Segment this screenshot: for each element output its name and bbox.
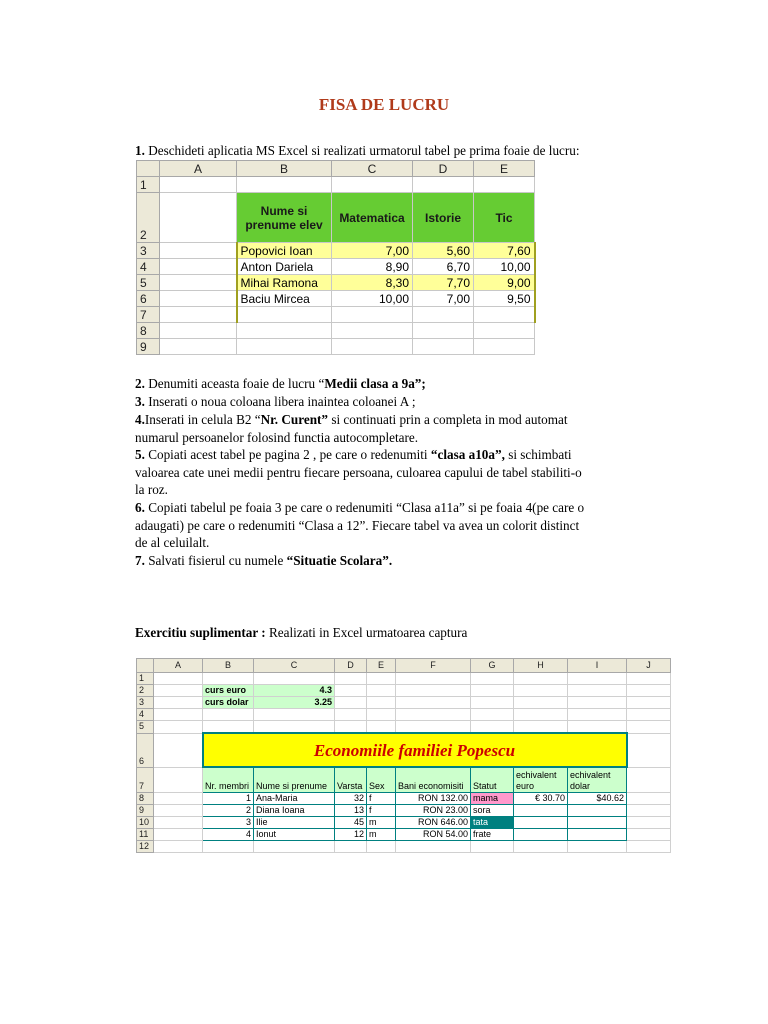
cell[interactable] — [514, 721, 568, 734]
sheet-row — [137, 709, 671, 721]
cell[interactable] — [627, 829, 671, 841]
cell[interactable] — [203, 841, 254, 853]
sheet-row — [137, 323, 535, 339]
cell[interactable] — [367, 697, 396, 709]
cell[interactable] — [514, 805, 568, 817]
cell[interactable]: € 30.70 — [514, 793, 568, 805]
cell[interactable]: sora — [471, 805, 514, 817]
banner-title[interactable]: Economiile familiei Popescu — [203, 733, 627, 767]
sheet-row — [137, 177, 535, 193]
step-number: 1. — [135, 143, 145, 158]
header-cell[interactable]: Nume si prenume elev — [237, 193, 332, 243]
cell[interactable] — [367, 709, 396, 721]
step-number: 7. — [135, 553, 145, 568]
header-dolar[interactable]: echivalent dolar — [568, 767, 627, 793]
cell[interactable]: 6,70 — [413, 259, 474, 275]
cell[interactable] — [471, 685, 514, 697]
cell[interactable]: Mihai Ramona — [237, 275, 332, 291]
cell[interactable]: frate — [471, 829, 514, 841]
select-all-corner[interactable] — [137, 161, 160, 177]
cell[interactable]: 13 — [335, 805, 367, 817]
column-header-f[interactable]: F — [396, 659, 471, 673]
sheet-row — [137, 673, 671, 685]
step-number: 5. — [135, 447, 145, 462]
column-header-i[interactable]: I — [568, 659, 627, 673]
cell[interactable] — [627, 841, 671, 853]
step-text: Inserati in celula B2 “ — [144, 412, 261, 427]
table-row — [137, 793, 671, 805]
cell[interactable] — [396, 841, 471, 853]
row-header[interactable]: 2 — [137, 193, 160, 243]
cell[interactable]: 45 — [335, 817, 367, 829]
cell[interactable] — [335, 721, 367, 734]
cell[interactable] — [154, 733, 203, 767]
sheet-row — [137, 767, 671, 793]
cell[interactable] — [568, 721, 627, 734]
cell[interactable]: Ana-Maria — [254, 793, 335, 805]
row-header[interactable]: 5 — [137, 275, 160, 291]
instruction-3 — [135, 393, 416, 411]
row-header[interactable]: 6 — [137, 733, 154, 767]
step-text: la roz. — [135, 482, 168, 497]
row-header[interactable]: 12 — [137, 841, 154, 853]
spreadsheet-1 — [136, 160, 536, 355]
instruction-7 — [135, 552, 392, 570]
header-varsta[interactable]: Varsta — [335, 767, 367, 793]
header-statut[interactable]: Statut — [471, 767, 514, 793]
curs-dolar-label[interactable]: curs dolar — [203, 697, 254, 709]
sheet-row — [137, 685, 671, 697]
step-text: numarul persoanelor folosind functia autocompletare. — [135, 429, 419, 445]
cell[interactable]: 8,90 — [332, 259, 413, 275]
cell[interactable] — [568, 697, 627, 709]
cell[interactable] — [396, 685, 471, 697]
cell[interactable] — [160, 339, 237, 355]
exercise-text: Realizati in Excel urmatoarea captura — [265, 625, 468, 640]
cell[interactable] — [254, 673, 335, 685]
cell[interactable] — [514, 817, 568, 829]
column-header-a[interactable]: A — [160, 161, 237, 177]
cell[interactable] — [627, 673, 671, 685]
cell[interactable] — [332, 307, 413, 323]
cell[interactable]: $40.62 — [568, 793, 627, 805]
sheet-row — [137, 733, 671, 767]
cell[interactable] — [627, 817, 671, 829]
exercise-label: Exercitiu suplimentar : — [135, 625, 266, 640]
cell[interactable]: 3 — [203, 817, 254, 829]
row-header[interactable]: 9 — [137, 339, 160, 355]
cell[interactable]: 8,30 — [332, 275, 413, 291]
cell[interactable] — [203, 709, 254, 721]
cell[interactable]: 4 — [203, 829, 254, 841]
cell[interactable] — [332, 323, 413, 339]
step-text: Copiati acest tabel pe pagina 2 , pe care o redenumiti — [144, 447, 431, 462]
cell[interactable] — [413, 323, 474, 339]
select-all-corner[interactable] — [137, 659, 154, 673]
row-header[interactable]: 3 — [137, 243, 160, 259]
row-header[interactable]: 10 — [137, 817, 154, 829]
column-header-row — [137, 161, 535, 177]
cell[interactable]: 7,60 — [474, 243, 535, 259]
cell[interactable] — [514, 697, 568, 709]
cell[interactable] — [568, 841, 627, 853]
cell[interactable] — [367, 673, 396, 685]
sheet-row — [137, 275, 535, 291]
sheet-row — [137, 243, 535, 259]
cell[interactable]: 5,60 — [413, 243, 474, 259]
cell[interactable]: mama — [471, 793, 514, 805]
cell[interactable]: Popovici Ioan — [237, 243, 332, 259]
cell[interactable] — [335, 697, 367, 709]
cell[interactable] — [367, 721, 396, 734]
header-euro[interactable]: echivalent euro — [514, 767, 568, 793]
cell[interactable] — [160, 177, 237, 193]
cell[interactable] — [335, 709, 367, 721]
cell[interactable] — [160, 243, 237, 259]
column-header-d[interactable]: D — [335, 659, 367, 673]
cell[interactable] — [154, 709, 203, 721]
cell[interactable] — [627, 721, 671, 734]
cell[interactable] — [396, 673, 471, 685]
header-sex[interactable]: Sex — [367, 767, 396, 793]
instruction-6 — [135, 499, 584, 552]
cell[interactable] — [160, 275, 237, 291]
step-number: 2. — [135, 376, 145, 391]
cell[interactable] — [627, 793, 671, 805]
header-nr-membri[interactable]: Nr. membri — [203, 767, 254, 793]
row-header[interactable]: 6 — [137, 291, 160, 307]
table-row — [137, 817, 671, 829]
cell[interactable]: 7,70 — [413, 275, 474, 291]
step-number: 3. — [135, 394, 145, 409]
row-header[interactable]: 1 — [137, 673, 154, 685]
instruction-1 — [135, 142, 580, 160]
cell[interactable]: 2 — [203, 805, 254, 817]
row-header[interactable]: 1 — [137, 177, 160, 193]
step-number: 4. — [135, 412, 145, 427]
cell[interactable]: 10,00 — [474, 259, 535, 275]
step-text: Deschideti aplicatia MS Excel si realizati urmatorul tabel pe prima foaie de lucru: — [144, 143, 580, 158]
cell[interactable] — [413, 177, 474, 193]
cell[interactable] — [160, 323, 237, 339]
cell[interactable]: Baciu Mircea — [237, 291, 332, 307]
column-header-b[interactable]: B — [203, 659, 254, 673]
cell[interactable] — [627, 709, 671, 721]
sheet-row — [137, 193, 535, 243]
cell[interactable] — [514, 709, 568, 721]
column-header-c[interactable]: C — [254, 659, 335, 673]
cell[interactable] — [367, 685, 396, 697]
cell[interactable] — [568, 817, 627, 829]
page-title: FISA DE LUCRU — [318, 95, 450, 114]
cell[interactable] — [237, 339, 332, 355]
column-header-a[interactable]: A — [154, 659, 203, 673]
cell[interactable] — [254, 721, 335, 734]
cell[interactable] — [627, 805, 671, 817]
cell[interactable] — [471, 673, 514, 685]
curs-dolar-value[interactable]: 3.25 — [254, 697, 335, 709]
cell[interactable]: 9,50 — [474, 291, 535, 307]
cell[interactable] — [367, 841, 396, 853]
cell[interactable] — [514, 841, 568, 853]
cell[interactable] — [471, 721, 514, 734]
cell[interactable] — [568, 805, 627, 817]
column-header-h[interactable]: H — [514, 659, 568, 673]
cell[interactable]: f — [367, 793, 396, 805]
step-text: Copiati tabelul pe foaia 3 pe care o redenumiti “Clasa a11a” si pe foaia 4(pe care o — [144, 500, 585, 515]
cell[interactable] — [154, 685, 203, 697]
cell[interactable] — [237, 177, 332, 193]
cell[interactable] — [413, 339, 474, 355]
cell[interactable] — [160, 259, 237, 275]
row-header[interactable]: 4 — [137, 709, 154, 721]
cell[interactable] — [627, 685, 671, 697]
cell[interactable] — [154, 673, 203, 685]
cell[interactable]: 32 — [335, 793, 367, 805]
step-text: valoarea cate unei medii pentru fiecare persoana, culoarea capului de tabel stabiliti-o — [135, 464, 582, 480]
cell[interactable] — [568, 685, 627, 697]
cell[interactable] — [471, 841, 514, 853]
row-header[interactable]: 2 — [137, 685, 154, 697]
header-cell[interactable]: Tic — [474, 193, 535, 243]
step-text: Inserati o noua coloana libera inaintea coloanei A ; — [144, 394, 416, 409]
column-header-e[interactable]: E — [474, 161, 535, 177]
cell[interactable] — [160, 291, 237, 307]
sheet-row — [137, 307, 535, 323]
cell[interactable] — [474, 323, 535, 339]
cell[interactable] — [160, 307, 237, 323]
cell[interactable]: f — [367, 805, 396, 817]
cell[interactable] — [568, 673, 627, 685]
table-row — [137, 829, 671, 841]
cell[interactable]: 9,00 — [474, 275, 535, 291]
cell[interactable] — [627, 733, 671, 767]
step-text: de al celuilalt. — [135, 535, 210, 550]
step-emphasis: “Situatie Scolara”. — [286, 553, 393, 568]
step-number: 6. — [135, 500, 145, 515]
cell[interactable] — [237, 307, 332, 323]
column-header-b[interactable]: B — [237, 161, 332, 177]
row-header[interactable]: 11 — [137, 829, 154, 841]
cell[interactable] — [335, 685, 367, 697]
cell[interactable]: RON 23.00 — [396, 805, 471, 817]
cell[interactable] — [474, 307, 535, 323]
cell[interactable] — [474, 339, 535, 355]
cell[interactable] — [568, 709, 627, 721]
sheet-row — [137, 291, 535, 307]
cell[interactable] — [471, 697, 514, 709]
cell[interactable] — [627, 697, 671, 709]
step-emphasis: Medii clasa a 9a”; — [324, 376, 426, 391]
spreadsheet-2 — [136, 658, 671, 853]
header-nume[interactable]: Nume si prenume — [254, 767, 335, 793]
cell[interactable] — [254, 709, 335, 721]
step-text: adaugati) pe care o redenumiti “Clasa a 12”. Fiecare tabel va avea un colorit distinct — [135, 517, 580, 533]
column-header-c[interactable]: C — [332, 161, 413, 177]
step-emphasis: “clasa a10a”, — [430, 447, 505, 462]
instruction-4 — [135, 411, 568, 446]
column-header-d[interactable]: D — [413, 161, 474, 177]
cell[interactable] — [237, 323, 332, 339]
instruction-5 — [135, 446, 582, 499]
cell[interactable]: 1 — [203, 793, 254, 805]
cell[interactable]: 12 — [335, 829, 367, 841]
row-header[interactable]: 3 — [137, 697, 154, 709]
step-text: Salvati fisierul cu numele — [144, 553, 287, 568]
cell[interactable] — [514, 829, 568, 841]
curs-euro-value[interactable]: 4.3 — [254, 685, 335, 697]
cell[interactable] — [154, 805, 203, 817]
step-text: Denumiti aceasta foaie de lucru “ — [144, 376, 325, 391]
row-header[interactable]: 9 — [137, 805, 154, 817]
cell[interactable] — [396, 697, 471, 709]
cell[interactable]: tata — [471, 817, 514, 829]
cell[interactable]: Ilie — [254, 817, 335, 829]
cell[interactable]: RON 132.00 — [396, 793, 471, 805]
sheet-row — [137, 841, 671, 853]
cell[interactable] — [154, 817, 203, 829]
row-header[interactable]: 5 — [137, 721, 154, 734]
column-header-g[interactable]: G — [471, 659, 514, 673]
cell[interactable]: 7,00 — [413, 291, 474, 307]
cell[interactable] — [627, 767, 671, 793]
cell[interactable] — [154, 829, 203, 841]
exercise-heading — [135, 624, 467, 642]
cell[interactable] — [254, 841, 335, 853]
row-header[interactable]: 7 — [137, 767, 154, 793]
sheet-row — [137, 339, 535, 355]
column-header-j[interactable]: J — [627, 659, 671, 673]
cell[interactable] — [413, 307, 474, 323]
column-header-row — [137, 659, 671, 673]
cell[interactable]: 7,00 — [332, 243, 413, 259]
cell[interactable] — [154, 793, 203, 805]
column-header-e[interactable]: E — [367, 659, 396, 673]
cell[interactable]: RON 646.00 — [396, 817, 471, 829]
cell[interactable] — [154, 697, 203, 709]
cell[interactable] — [203, 721, 254, 734]
cell[interactable] — [335, 673, 367, 685]
step-text: si schimbati — [504, 447, 572, 462]
cell[interactable] — [335, 841, 367, 853]
sheet-row — [137, 697, 671, 709]
step-emphasis: Nr. Curent” — [260, 412, 329, 427]
step-text: si continuati prin a completa in mod automat — [328, 412, 568, 427]
cell[interactable] — [471, 709, 514, 721]
cell[interactable] — [568, 829, 627, 841]
cell[interactable]: m — [367, 829, 396, 841]
cell[interactable] — [154, 721, 203, 734]
cell[interactable]: Ionut — [254, 829, 335, 841]
cell[interactable] — [160, 193, 237, 243]
cell[interactable] — [474, 177, 535, 193]
header-cell[interactable]: Matematica — [332, 193, 413, 243]
header-cell[interactable]: Istorie — [413, 193, 474, 243]
row-header[interactable]: 8 — [137, 323, 160, 339]
cell[interactable] — [514, 673, 568, 685]
row-header[interactable]: 8 — [137, 793, 154, 805]
instruction-2 — [135, 375, 426, 393]
cell[interactable] — [154, 767, 203, 793]
cell[interactable] — [514, 685, 568, 697]
cell[interactable] — [396, 721, 471, 734]
cell[interactable] — [396, 709, 471, 721]
curs-euro-label[interactable]: curs euro — [203, 685, 254, 697]
cell[interactable] — [332, 339, 413, 355]
cell[interactable]: m — [367, 817, 396, 829]
sheet-row — [137, 721, 671, 734]
header-bani[interactable]: Bani economisiti — [396, 767, 471, 793]
cell[interactable]: RON 54.00 — [396, 829, 471, 841]
sheet-row — [137, 259, 535, 275]
cell[interactable] — [154, 841, 203, 853]
cell[interactable]: Diana Ioana — [254, 805, 335, 817]
cell[interactable] — [203, 673, 254, 685]
row-header[interactable]: 7 — [137, 307, 160, 323]
cell[interactable]: Anton Dariela — [237, 259, 332, 275]
row-header[interactable]: 4 — [137, 259, 160, 275]
cell[interactable]: 10,00 — [332, 291, 413, 307]
cell[interactable] — [332, 177, 413, 193]
table-row — [137, 805, 671, 817]
